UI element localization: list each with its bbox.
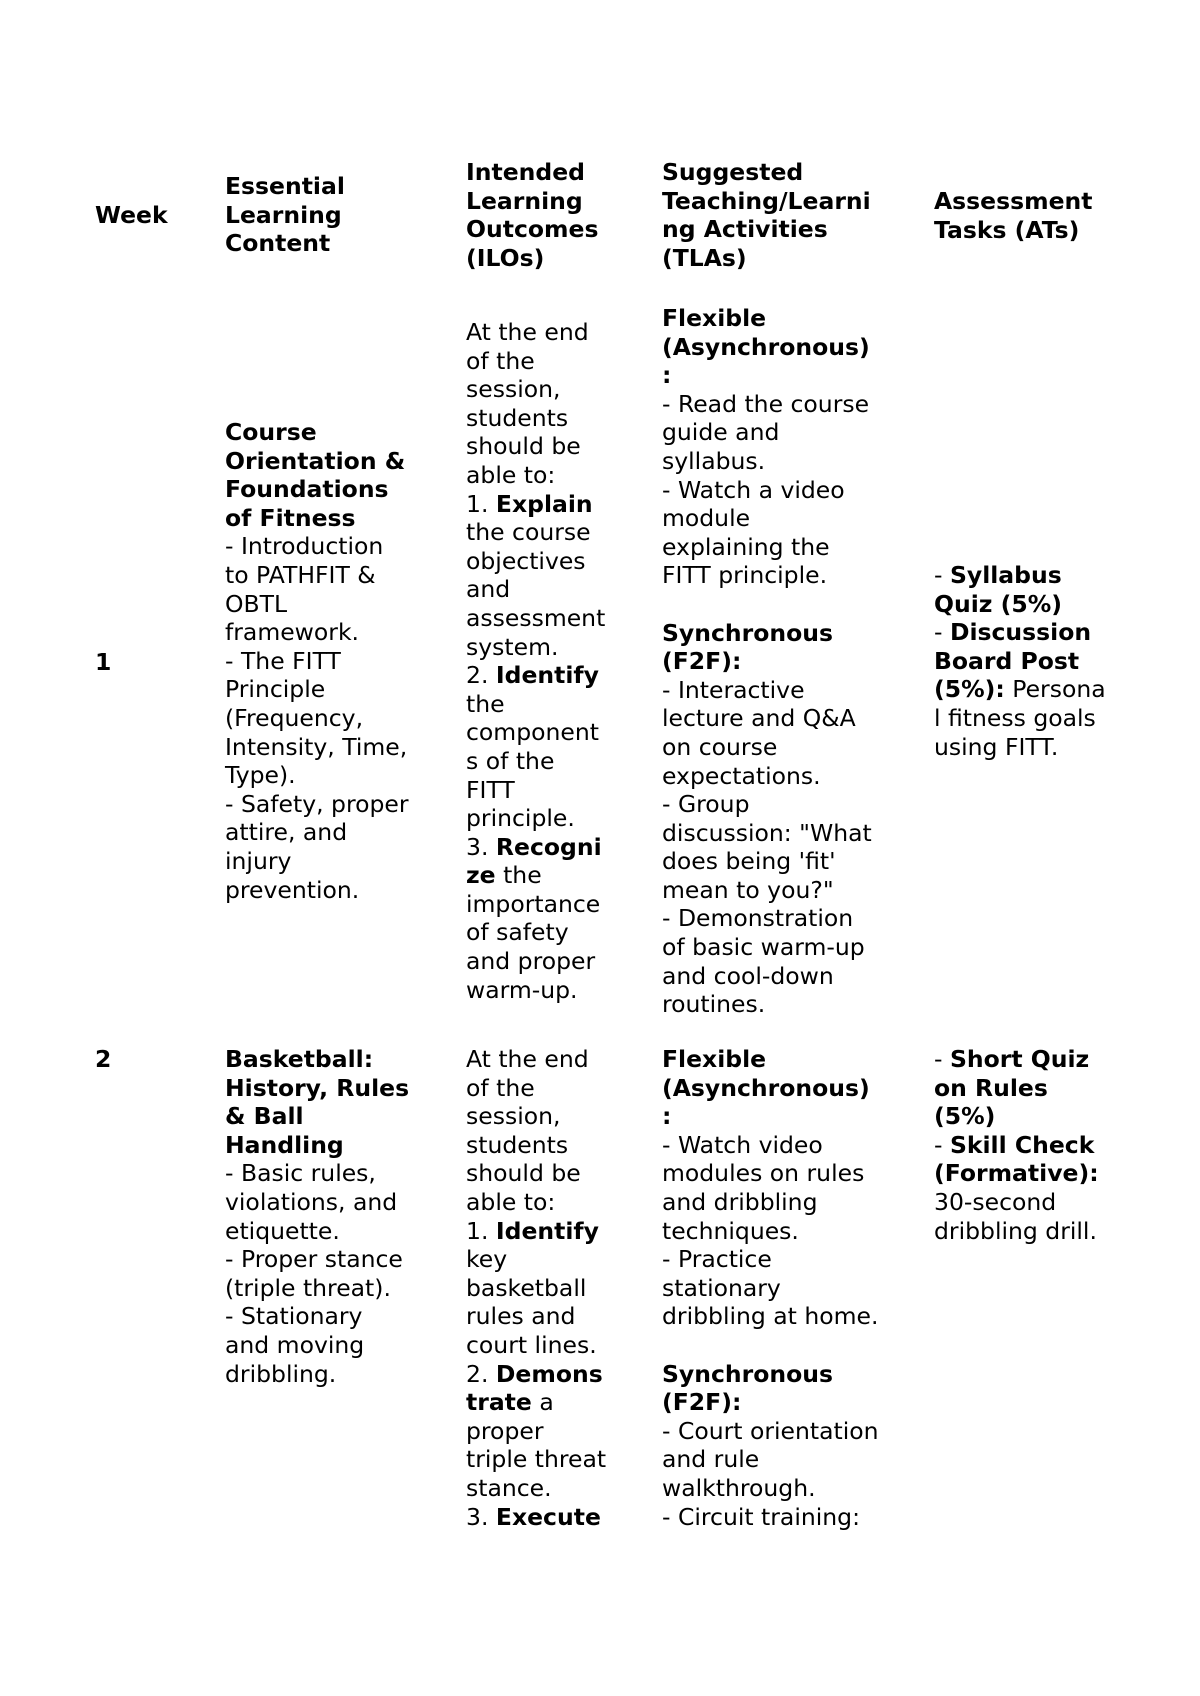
- text-line: [225, 1188, 425, 1217]
- bold-text: Identify: [495, 661, 599, 690]
- text-line: [225, 733, 425, 762]
- text: the: [466, 689, 505, 718]
- text-line: [662, 647, 897, 676]
- text-line: [934, 733, 1134, 762]
- text-line: [934, 704, 1134, 733]
- text: Intensity, Time,: [225, 732, 408, 761]
- text: 2.: [466, 661, 496, 690]
- bold-text: (5%): [934, 1102, 996, 1131]
- text-line: [662, 1102, 897, 1131]
- text-line: [662, 704, 897, 733]
- text-line: [225, 704, 425, 733]
- text: mean to you?": [662, 875, 834, 904]
- bold-text: (Formative):: [934, 1159, 1099, 1188]
- text-line: [662, 1417, 897, 1446]
- text-line: [466, 1331, 636, 1360]
- text-line: [662, 762, 897, 791]
- text-line: [662, 304, 897, 333]
- text: - Demonstration: [662, 904, 854, 933]
- text: system.: [466, 632, 559, 661]
- text: of safety: [466, 918, 569, 947]
- bold-text: of Fitness: [225, 503, 356, 532]
- header-line: Intended: [466, 158, 585, 186]
- text-line: [662, 561, 897, 590]
- text-line: [662, 790, 897, 819]
- bold-text: Flexible: [662, 1045, 767, 1073]
- text-line: [662, 418, 897, 447]
- bold-text: Skill Check: [949, 1130, 1095, 1159]
- text: etiquette.: [225, 1216, 340, 1245]
- text: and rule: [662, 1445, 760, 1474]
- week-1-ilos: [466, 318, 636, 1004]
- text: the course: [466, 518, 591, 547]
- bold-text: on Rules: [934, 1073, 1048, 1102]
- text-line: [466, 490, 636, 519]
- text-line: [934, 1217, 1134, 1246]
- text-line: [466, 1217, 636, 1246]
- text: - Read the course: [662, 389, 870, 418]
- text-line: [662, 1474, 897, 1503]
- text-line: [225, 532, 425, 561]
- text: -: [934, 1130, 950, 1159]
- text-line: [662, 1074, 897, 1103]
- text: assessment: [466, 603, 606, 632]
- text: prevention.: [225, 875, 360, 904]
- text: injury: [225, 846, 292, 875]
- text-line: [225, 790, 425, 819]
- text-line: [466, 1474, 636, 1503]
- text-line: [934, 590, 1134, 619]
- bold-text: (F2F):: [662, 1388, 742, 1417]
- bold-text: (F2F):: [662, 647, 742, 676]
- text-line: [225, 1102, 425, 1131]
- text-line: [662, 361, 897, 390]
- bold-text: Foundations: [225, 475, 389, 504]
- bold-text: Execute: [495, 1502, 601, 1531]
- text-line: [662, 1302, 897, 1331]
- text-line: [662, 933, 897, 962]
- text: 3.: [466, 832, 496, 861]
- bold-text: (Asynchronous): [662, 1073, 870, 1102]
- text: - Circuit training:: [662, 1502, 861, 1531]
- header-line: (ILOs): [466, 243, 545, 272]
- text-line: [466, 776, 636, 805]
- text: students: [466, 1130, 569, 1159]
- text: dribbling.: [225, 1359, 337, 1388]
- text-line: [225, 590, 425, 619]
- text-line: [225, 447, 425, 476]
- text: session,: [466, 1102, 561, 1131]
- text: violations, and: [225, 1187, 398, 1216]
- week-1-content: [225, 418, 425, 904]
- text-line: [934, 647, 1134, 676]
- text-line: [466, 661, 636, 690]
- bold-text: Synchronous: [662, 618, 833, 647]
- text-line: [225, 1331, 425, 1360]
- bold-text: trate: [466, 1388, 532, 1417]
- text-line: [466, 375, 636, 404]
- text-line: [225, 1302, 425, 1331]
- header-line: Teaching/Learni: [662, 186, 871, 215]
- text-line: [225, 475, 425, 504]
- text-line: [662, 390, 897, 419]
- text-line: [662, 1217, 897, 1246]
- text-line: [466, 1045, 636, 1074]
- bold-text: Handling: [225, 1130, 344, 1159]
- text-line: [466, 1245, 636, 1274]
- header-suggested-tlas: [662, 158, 897, 272]
- header-line: Assessment: [934, 187, 1093, 215]
- text: s of the: [466, 746, 555, 775]
- text: guide and: [662, 418, 780, 447]
- text-line: [466, 1503, 636, 1532]
- header-assessment-tasks: [934, 187, 1134, 244]
- header-week: [95, 201, 205, 230]
- text-line: [466, 861, 636, 890]
- header-line: (TLAs): [662, 243, 747, 272]
- text: techniques.: [662, 1216, 799, 1245]
- text: proper: [466, 1416, 544, 1445]
- bold-text: Explain: [495, 489, 593, 518]
- text-line: [225, 818, 425, 847]
- text: warm-up.: [466, 975, 578, 1004]
- text-line: [225, 618, 425, 647]
- text: able to:: [466, 460, 556, 489]
- text: Persona: [1004, 675, 1106, 704]
- text: 30-second: [934, 1187, 1057, 1216]
- text-line: [466, 833, 636, 862]
- text-line: [466, 432, 636, 461]
- text: (Frequency,: [225, 703, 364, 732]
- text-line: [225, 647, 425, 676]
- text: objectives: [466, 546, 586, 575]
- text: - Watch video: [662, 1130, 823, 1159]
- text: on course: [662, 732, 778, 761]
- blank-line: [662, 1331, 897, 1360]
- bold-text: Course: [225, 418, 317, 446]
- bold-text: Discussion: [949, 618, 1092, 647]
- text-line: [662, 1274, 897, 1303]
- bold-text: Syllabus: [949, 561, 1062, 589]
- text-line: [662, 504, 897, 533]
- text: dribbling drill.: [934, 1216, 1097, 1245]
- text-line: [466, 1131, 636, 1160]
- text-line: [466, 1274, 636, 1303]
- text-line: [225, 761, 425, 790]
- text-line: [466, 575, 636, 604]
- text-line: [225, 418, 425, 447]
- text-line: [225, 1074, 425, 1103]
- text: should be: [466, 432, 581, 461]
- text: 1.: [466, 489, 496, 518]
- text-line: [934, 1159, 1134, 1188]
- header-essential-learning-content: [225, 172, 425, 258]
- text: OBTL: [225, 589, 288, 618]
- text: of the: [466, 1073, 535, 1102]
- text: stationary: [662, 1273, 781, 1302]
- text: key: [466, 1245, 508, 1274]
- text: and proper: [466, 947, 596, 976]
- text: students: [466, 403, 569, 432]
- text: - Proper stance: [225, 1245, 403, 1274]
- text: modules on rules: [662, 1159, 865, 1188]
- header-line: Outcomes: [466, 215, 599, 244]
- text-line: [662, 1503, 897, 1532]
- text: module: [662, 504, 751, 533]
- text-line: [662, 733, 897, 762]
- text-line: [662, 876, 897, 905]
- text: using FITT.: [934, 732, 1059, 761]
- text: triple threat: [466, 1445, 607, 1474]
- text-line: [662, 476, 897, 505]
- bold-text: ze: [466, 861, 496, 890]
- text-line: [225, 1274, 425, 1303]
- bold-text: Short Quiz: [949, 1045, 1090, 1073]
- text: (triple threat).: [225, 1273, 391, 1302]
- text: expectations.: [662, 761, 821, 790]
- text-line: [466, 976, 636, 1005]
- week-1-assessment: [934, 561, 1134, 761]
- text-line: [662, 819, 897, 848]
- text: - Introduction: [225, 532, 384, 561]
- bold-text: History, Rules: [225, 1073, 410, 1102]
- header-line: Suggested: [662, 158, 804, 186]
- text: -: [934, 561, 950, 589]
- text-line: [225, 675, 425, 704]
- bold-text: (5%):: [934, 675, 1005, 704]
- text-line: [662, 962, 897, 991]
- text-line: [466, 1360, 636, 1389]
- text: At the end: [466, 1045, 589, 1073]
- text-line: [225, 876, 425, 905]
- text-line: [225, 1131, 425, 1160]
- text: discussion: "What: [662, 818, 872, 847]
- bold-text: Recogni: [495, 832, 602, 861]
- text-line: [662, 1360, 897, 1389]
- text: able to:: [466, 1187, 556, 1216]
- text-line: [934, 1131, 1134, 1160]
- text: syllabus.: [662, 446, 766, 475]
- week-1-tlas: [662, 304, 897, 1019]
- text: - Interactive: [662, 675, 805, 704]
- text: does being 'fit': [662, 847, 836, 876]
- text-line: [466, 1417, 636, 1446]
- text: and: [466, 575, 511, 604]
- text-line: [662, 847, 897, 876]
- text: FITT: [466, 775, 515, 804]
- text: and dribbling: [662, 1187, 818, 1216]
- text-line: [934, 561, 1134, 590]
- text-line: [662, 1045, 897, 1074]
- header-line: Content: [225, 229, 331, 258]
- text-line: [662, 533, 897, 562]
- text: component: [466, 718, 599, 747]
- text: court lines.: [466, 1330, 597, 1359]
- text-line: [466, 604, 636, 633]
- text-line: [466, 518, 636, 547]
- text-line: [225, 1360, 425, 1389]
- text: lecture and Q&A: [662, 704, 856, 733]
- text: - Watch a video: [662, 475, 845, 504]
- text-line: [225, 1245, 425, 1274]
- text-line: [662, 990, 897, 1019]
- week-2-ilos: [466, 1045, 636, 1531]
- text-line: [662, 1131, 897, 1160]
- text: - Group: [662, 790, 750, 819]
- text: of the: [466, 346, 535, 375]
- bold-text: Identify: [495, 1216, 599, 1245]
- text: - Safety, proper: [225, 789, 409, 818]
- text: stance.: [466, 1473, 552, 1502]
- text-line: [934, 1045, 1134, 1074]
- text-line: [466, 1159, 636, 1188]
- text-line: [225, 561, 425, 590]
- text-line: [466, 461, 636, 490]
- text-line: [662, 1188, 897, 1217]
- text: of basic warm-up: [662, 933, 865, 962]
- text-line: [662, 1159, 897, 1188]
- text-line: [662, 676, 897, 705]
- bold-text: Basketball:: [225, 1045, 374, 1073]
- text-line: [466, 918, 636, 947]
- header-line: Essential: [225, 172, 345, 200]
- header-line: Learning: [225, 200, 342, 229]
- text: rules and: [466, 1302, 576, 1331]
- text-line: [466, 747, 636, 776]
- text: framework.: [225, 618, 360, 647]
- text: At the end: [466, 318, 589, 346]
- text-line: [934, 618, 1134, 647]
- bold-text: Board Post: [934, 646, 1080, 675]
- text: basketball: [466, 1273, 587, 1302]
- text-line: [662, 904, 897, 933]
- week-2-tlas: [662, 1045, 897, 1531]
- bold-text: Orientation &: [225, 446, 406, 475]
- text: l fitness goals: [934, 703, 1096, 732]
- text: the: [495, 861, 542, 890]
- text: explaining the: [662, 532, 830, 561]
- text-line: [934, 1102, 1134, 1131]
- bold-text: Demons: [495, 1359, 603, 1388]
- text: 3.: [466, 1502, 496, 1531]
- text-line: [225, 504, 425, 533]
- text: - Court orientation: [662, 1416, 879, 1445]
- text-line: [466, 890, 636, 919]
- text: - Stationary: [225, 1302, 363, 1331]
- text: a: [531, 1388, 554, 1417]
- text-line: [662, 447, 897, 476]
- text: - The FITT: [225, 646, 341, 675]
- text: FITT principle.: [662, 561, 828, 590]
- text: - Basic rules,: [225, 1159, 376, 1188]
- text-line: [466, 547, 636, 576]
- text: importance: [466, 889, 601, 918]
- text-line: [662, 1245, 897, 1274]
- text-line: [466, 690, 636, 719]
- text-line: [662, 619, 897, 648]
- text-line: [466, 404, 636, 433]
- text-line: [466, 1188, 636, 1217]
- text: attire, and: [225, 818, 348, 847]
- header-intended-learning-outcomes: [466, 158, 636, 272]
- header-line: Tasks (ATs): [934, 215, 1080, 244]
- text: 2.: [466, 1359, 496, 1388]
- text-line: [225, 1159, 425, 1188]
- text: and cool-down: [662, 961, 834, 990]
- text: - Practice: [662, 1245, 772, 1274]
- bold-text: Quiz (5%): [934, 589, 1062, 618]
- text-line: [225, 1045, 425, 1074]
- text-line: [466, 347, 636, 376]
- header-line: Learning: [466, 186, 583, 215]
- text-line: [934, 1188, 1134, 1217]
- bold-text: Synchronous: [662, 1359, 833, 1388]
- text: walkthrough.: [662, 1473, 816, 1502]
- text-line: [934, 1074, 1134, 1103]
- text-line: [662, 1445, 897, 1474]
- text: dribbling at home.: [662, 1302, 879, 1331]
- text-line: [466, 318, 636, 347]
- text-line: [466, 804, 636, 833]
- text-line: [934, 675, 1134, 704]
- text-line: [662, 333, 897, 362]
- blank-line: [662, 590, 897, 619]
- text: 1.: [466, 1216, 496, 1245]
- text-line: [466, 947, 636, 976]
- text-line: [466, 1074, 636, 1103]
- header-line: ng Activities: [662, 215, 828, 244]
- text: -: [934, 618, 950, 647]
- header-line: Week: [95, 201, 168, 229]
- text-line: [466, 1388, 636, 1417]
- text-line: [466, 1102, 636, 1131]
- bold-text: :: [662, 361, 672, 390]
- bold-text: :: [662, 1102, 672, 1131]
- text: to PATHFIT &: [225, 560, 376, 589]
- text-line: [662, 1388, 897, 1417]
- text: routines.: [662, 990, 766, 1019]
- text: Principle: [225, 675, 326, 704]
- text-line: [466, 633, 636, 662]
- text: Type).: [225, 761, 296, 790]
- bold-text: (Asynchronous): [662, 332, 870, 361]
- text: session,: [466, 375, 561, 404]
- text: and moving: [225, 1330, 365, 1359]
- text-line: [466, 718, 636, 747]
- week-1-number: 1: [95, 648, 112, 676]
- text: -: [934, 1045, 950, 1073]
- text-line: [225, 1217, 425, 1246]
- text-line: [466, 1302, 636, 1331]
- text: principle.: [466, 804, 575, 833]
- text-line: [466, 1445, 636, 1474]
- bold-text: & Ball: [225, 1102, 304, 1131]
- week-2-assessment: [934, 1045, 1134, 1245]
- bold-text: Flexible: [662, 304, 767, 332]
- week-2-number: 2: [95, 1045, 112, 1073]
- text-line: [225, 847, 425, 876]
- text: should be: [466, 1159, 581, 1188]
- week-2-content: [225, 1045, 425, 1388]
